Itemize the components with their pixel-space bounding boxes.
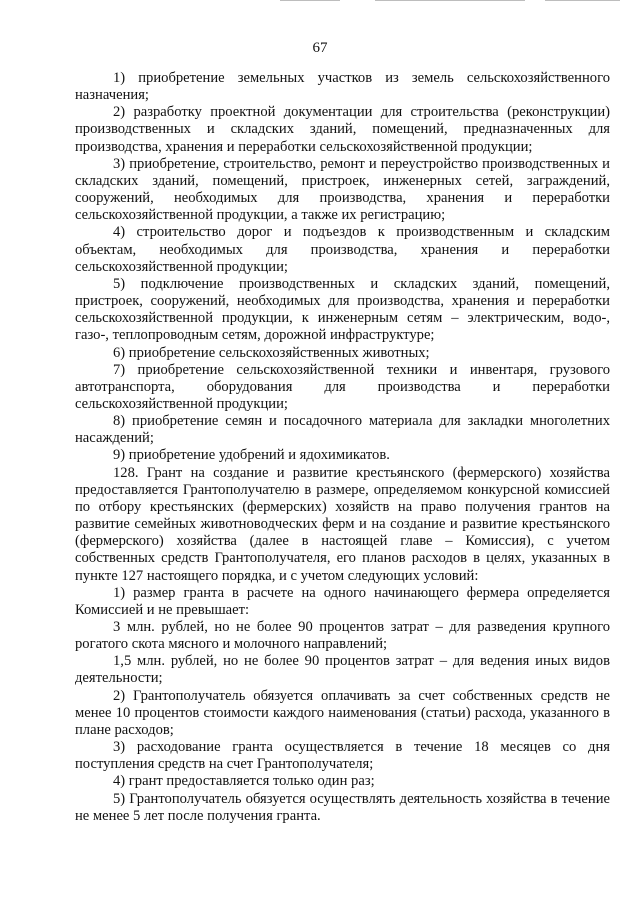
- scan-artifact-lines: [280, 0, 620, 2]
- list-item-design-documentation: 2) разработку проектной документации для строительства (реконструкции) производственных и складских зданий, помещений, предназначенных для производства, хранения и переработки сельскохозяйственной продукции;: [75, 104, 610, 155]
- list-item-roads: 4) строительство дорог и подъездов к производственным и складским объектам, необходимых для производства, хранения и переработки сельскохозяйственной продукции;: [75, 224, 610, 275]
- list-item-seeds: 8) приобретение семян и посадочного материала для закладки многолетних насаждений;: [75, 413, 610, 447]
- list-item-utility-connection: 5) подключение производственных и складских зданий, помещений, пристроек, сооружений, необходимых для производства, хранения и переработки сельскохозяйственной продукции, к инженерным сетям – электрическим, водо-, газо-, теплопроводным сетям, дорожной инфраструктуре;: [75, 275, 610, 344]
- condition-cattle-limit: 3 млн. рублей, но не более 90 процентов затрат – для разведения крупного рогатого скота мясного и молочного направлений;: [75, 619, 610, 653]
- document-body: [75, 70, 610, 825]
- list-item-construction-repair: 3) приобретение, строительство, ремонт и переустройство производственных и складских зданий, помещений, пристроек, инженерных сетей, заграждений, сооружений, необходимых для производства, хранения и переработки сельскохозяйственной продукции, а также их регистрацию;: [75, 155, 610, 224]
- list-item-livestock: 6) приобретение сельскохозяйственных животных;: [113, 344, 430, 361]
- list-item-land-purchase: 1) приобретение земельных участков из земель сельскохозяйственного назначения;: [75, 70, 610, 104]
- condition-once-only: 4) грант предоставляется только один раз;: [113, 773, 375, 790]
- page-number: 67: [312, 40, 328, 56]
- condition-other-limit: 1,5 млн. рублей, но не более 90 процентов затрат – для ведения иных видов деятельности;: [75, 653, 610, 687]
- clause-128: 128. Грант на создание и развитие крестьянского (фермерского) хозяйства предоставляется Грантополучателю в размере, определяемом конкурсной комиссией по отбору крестьянских (фермерских) хозяйств на право получения грантов на развитие семейных животноводческих ферм и на создание и развитие крестьянского (фермерского) хозяйства (далее в настоящей главе – Комиссия), с учетом собственных средств Грантополучателя, его планов расходов в целях, указанных в пункте 127 настоящего порядка, и с учетом следующих условий:: [75, 464, 610, 584]
- list-item-machinery: 7) приобретение сельскохозяйственной техники и инвентаря, грузового автотранспорта, оборудования для производства и переработки сельскохозяйственной продукции;: [75, 361, 610, 412]
- list-item-fertilizers: 9) приобретение удобрений и ядохимикатов.: [113, 447, 390, 464]
- condition-own-funds: 2) Грантополучатель обязуется оплачивать за счет собственных средств не менее 10 процентов стоимости каждого наименования (статьи) расхода, указанного в плане расходов;: [75, 687, 610, 738]
- condition-grant-size: 1) размер гранта в расчете на одного начинающего фермера определяется Комиссией и не превышает:: [75, 584, 610, 618]
- condition-operation-term: 5) Грантополучатель обязуется осуществлять деятельность хозяйства в течение не менее 5 лет после получения гранта.: [75, 790, 610, 824]
- condition-spending-period: 3) расходование гранта осуществляется в течение 18 месяцев со дня поступления средств на счет Грантополучателя;: [75, 739, 610, 773]
